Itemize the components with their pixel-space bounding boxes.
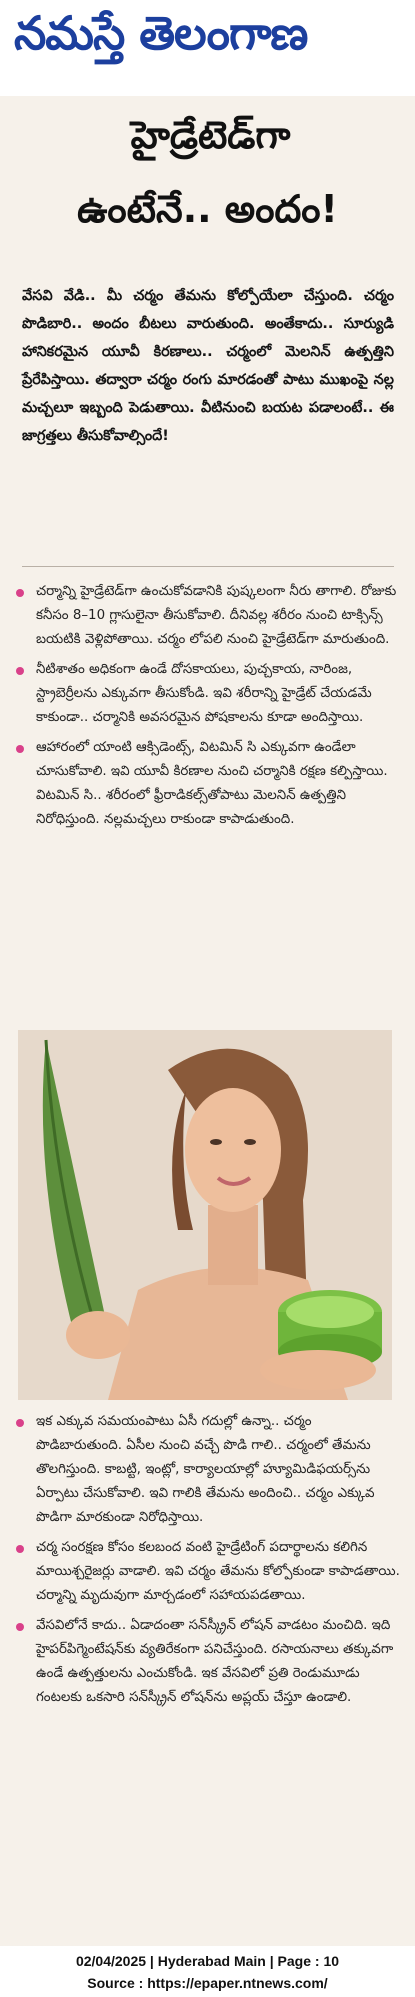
bullet-icon: [16, 745, 24, 753]
list-item: [14, 1614, 400, 1710]
bullet-icon: [16, 1623, 24, 1631]
bullet-list-top: [14, 580, 400, 838]
list-item: [14, 580, 400, 652]
list-item: [14, 1410, 400, 1530]
article-photo: [18, 1030, 392, 1400]
bullet-text: వేసవిలోనే కాదు.. ఏడాదంతా సన్‌స్క్రీన్ లోషన్ వాడటం మంచిది. ఇది హైపర్‌పిగ్మెంటేషన్‌కు వ్యతిరేకంగా పనిచేస్తుంది. రసాయనాలు తక్కువగా ఉండే ఉత్పత్తులను ఎంచుకోండి. ఇక వేసవిలో ప్రతి రెండుమూడు గంటలకు ఒకసారి సన్‌స్క్రీన్ లోషన్‌ను అప్లయ్ చేస్తూ ఉండాలి.: [36, 1618, 394, 1705]
bullet-icon: [16, 1545, 24, 1553]
footer-edition-info: 02/04/2025 | Hyderabad Main | Page : 10: [75, 1953, 340, 1969]
bullet-icon: [16, 1419, 24, 1427]
list-item: [14, 1536, 400, 1608]
bullet-text: చర్మ సంరక్షణ కోసం కలబంద వంటి హైడ్రేటింగ్ పదార్థాలను కలిగిన మాయిశ్చరైజర్లు వాడాలి. ఇవి చర్మం తేమను కోల్పోకుండా కాపాడతాయి. చర్మాన్ని మృదువుగా మార్చడంలో సహాయపడతాయి.: [36, 1540, 400, 1603]
bullet-icon: [16, 667, 24, 675]
newspaper-title: నమస్తే తెలంగాణ: [14, 6, 308, 60]
headline-line-1: హైడ్రేటెడ్‌గా: [130, 113, 291, 157]
bullet-text: నీటిశాతం అధికంగా ఉండే దోసకాయలు, పుచ్చకాయ, నారింజ, స్ట్రాబెర్రీలను ఎక్కువగా తీసుకోండి. ఇవి శరీరాన్ని హైడ్రేట్ చేయడమే కాకుండా.. చర్మానికి అవసరమైన పోషకాలను కూడా అందిస్తాయి.: [36, 662, 372, 725]
page-footer: [0, 1948, 415, 1997]
article-headline: [0, 104, 415, 238]
headline-line-2: ఉంటేనే.. అందం!: [77, 187, 338, 231]
bullet-icon: [16, 589, 24, 597]
article-intro: వేసవి వేడి.. మీ చర్మం తేమను కోల్పోయేలా చేస్తుంది. చర్మం పొడిబారి.. అందం బీటలు వారుతుంది. అంతేకాదు.. సూర్యుడి హానికరమైన యూవీ కిరణాలు.. చర్మంలో మెలనిన్ ఉత్పత్తిని ప్రేరేపిస్తాయి. తద్వారా చర్మం రంగు మారడంతో పాటు ముఖంపై నల్ల మచ్చలూ ఇబ్బంది పెడుతాయి. వీటినుంచి బయట పడాలంటే.. ఈ జాగ్రత్తలు తీసుకోవాల్సిందే!: [22, 288, 394, 444]
divider: [22, 566, 394, 567]
bullet-list-bottom: [14, 1410, 400, 1716]
bullet-text: ఇక ఎక్కువ సమయంపాటు ఏసీ గదుల్లో ఉన్నా.. చర్మం పొడిబారుతుంది. ఏసీల నుంచి వచ్చే పొడి గాలి.. చర్మంలో తేమను తొలగిస్తుంది. కాబట్టి, ఇంట్లో, కార్యాలయాల్లో హ్యూమిడిఫయర్స్‌ను ఏర్పాటు చేసుకోవాలి. ఇవి గాలికి తేమను అందించి.. చర్మం ఎక్కువ పొడిగా మారకుండా నిరోధిస్తాయి.: [36, 1414, 375, 1525]
list-item: [14, 658, 400, 730]
masthead: [0, 0, 415, 96]
bullet-text: ఆహారంలో యాంటి ఆక్సిడెంట్స్, విటమిన్ సి ఎక్కువగా ఉండేలా చూసుకోవాలి. ఇవి యూవీ కిరణాల నుంచి చర్మానికి రక్షణ కల్పిస్తాయి. విటమిన్ సి.. శరీరంలో ఫ్రీరాడికల్స్‌తోపాటు మెలనిన్ ఉత్పత్తిని నిరోధిస్తుంది. నల్లమచ్చలు రాకుండా కాపాడుతుంది.: [36, 740, 388, 827]
woman-with-aloe-illustration: [18, 1030, 392, 1400]
bullet-text: చర్మాన్ని హైడ్రేటెడ్‌గా ఉంచుకోవడానికి పుష్కలంగా నీరు తాగాలి. రోజుకు కనీసం 8–10 గ్లాసులైనా తీసుకోవాలి. దీనివల్ల శరీరం నుంచి టాక్సిన్స్ బయటికి వెళ్లిపోతాయి. చర్మం లోపలి నుంచి హైడ్రేటెడ్‌గా మారుతుంది.: [36, 584, 397, 647]
footer-source-link[interactable]: Source : https://epaper.ntnews.com/: [87, 1975, 328, 1991]
list-item: [14, 736, 400, 832]
